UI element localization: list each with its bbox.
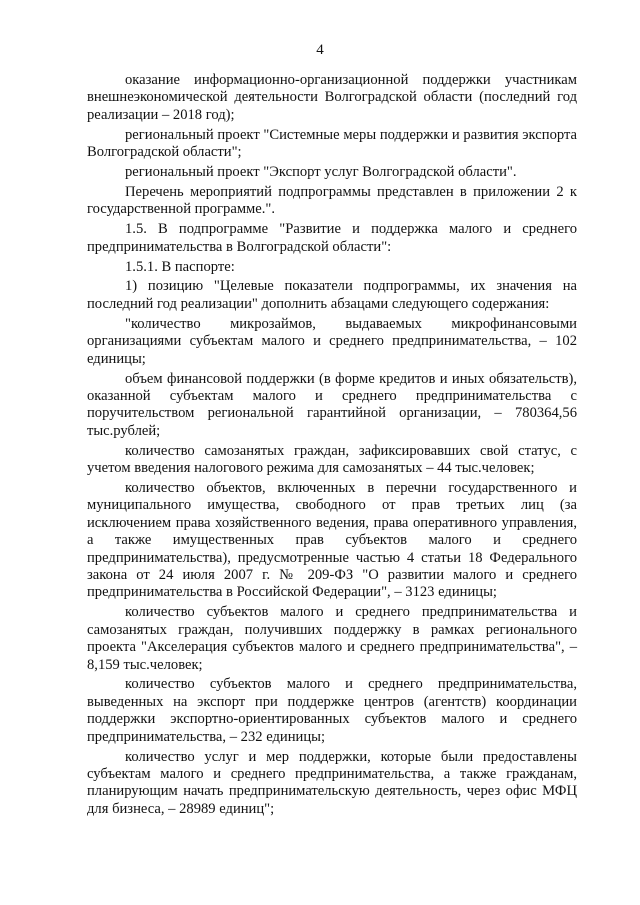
indicator-item: количество субъектов малого и среднего предпринимательства, выведенных на экспорт при поддержке центров (агентств) координации поддержки экспортно-ориентированных субъектов малого и среднего предпринимательства, – 232 единицы;: [87, 676, 577, 745]
indicator-item: количество самозанятых граждан, зафиксировавших свой статус, с учетом введения налогового режима для самозанятых – 44 тыс.человек;: [87, 442, 577, 477]
document-body: [87, 72, 577, 818]
indicator-item: количество субъектов малого и среднего предпринимательства и самозанятых граждан, получивших поддержку в рамках регионального проекта "Акселерация субъектов малого и среднего предпринимательства", – 8,159 тыс.человек;: [87, 604, 577, 673]
indicator-item: количество объектов, включенных в перечни государственного и муниципального имущества, свободного от прав третьих лиц (за исключением права хозяйственного ведения, права оперативного управления, а также имущественных прав субъектов малого и среднего предпринимательства), предусмотренные частью 4 статьи 18 Федерального закона от 24 июля 2007 г. № 209-ФЗ "О развитии малого и среднего предпринимательства в Российской Федерации", – 3123 единицы;: [87, 479, 577, 601]
indicator-item: объем финансовой поддержки (в форме кредитов и иных обязательств), оказанной субъектам малого и среднего предпринимательства с поручительством региональной гарантийной организации, – 780364,56 тыс.рублей;: [87, 370, 577, 439]
paragraph: региональный проект "Экспорт услуг Волгоградской области".: [125, 164, 517, 181]
indicator-item: количество услуг и мер поддержки, которые были предоставлены субъектам малого и среднего предпринимательства, а также гражданам, планирующим начать предпринимательскую деятельность, через офис МФЦ для бизнеса, – 28989 единиц";: [87, 748, 577, 817]
paragraph: Перечень мероприятий подпрограммы представлен в приложении 2 к государственной программе.".: [87, 183, 577, 218]
subsection-heading: 1.5.1. В паспорте:: [125, 258, 235, 275]
paragraph: оказание информационно-организационной поддержки участникам внешнеэкономической деятельности Волгоградской области (последний год реализации – 2018 год);: [87, 72, 577, 123]
page-number: 4: [316, 42, 324, 58]
indicator-item: "количество микрозаймов, выдаваемых микрофинансовыми организациями субъектам малого и среднего предпринимательства, – 102 единицы;: [87, 315, 577, 367]
paragraph: региональный проект "Системные меры поддержки и развития экспорта Волгоградской области";: [87, 126, 577, 161]
section-heading: 1.5. В подпрограмме "Развитие и поддержка малого и среднего предпринимательства в Волгоградской области":: [87, 221, 577, 255]
paragraph: 1) позицию "Целевые показатели подпрограммы, их значения на последний год реализации" дополнить абзацами следующего содержания:: [87, 278, 577, 312]
